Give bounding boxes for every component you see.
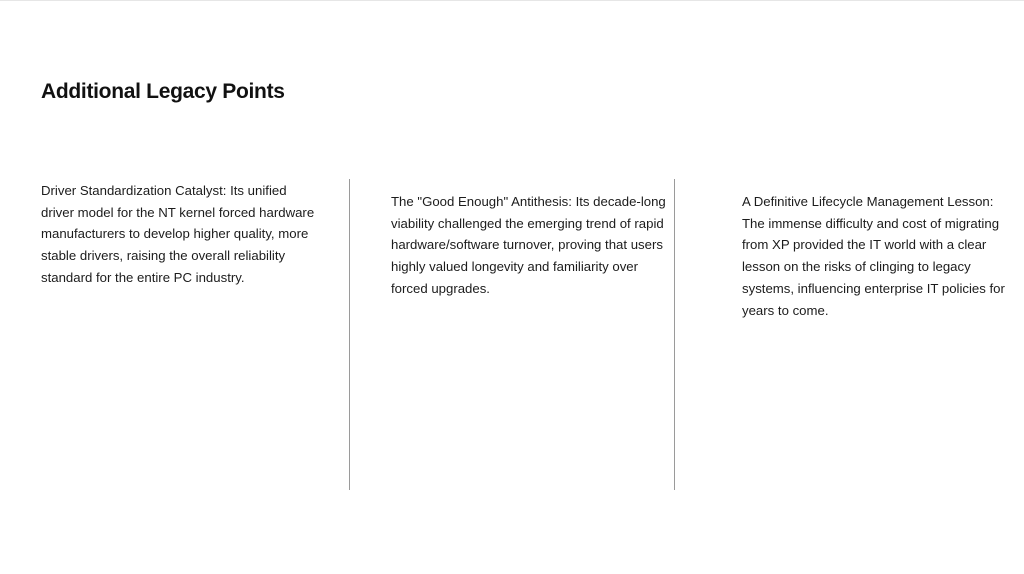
column-divider <box>349 179 350 490</box>
slide-top-border <box>0 0 1024 1</box>
column-driver-standardization: Driver Standardization Catalyst: Its unified driver model for the NT kernel forced hardware manufacturers to develop higher quality, more stable drivers, raising the overall reliability standard for the entire PC industry. <box>41 183 315 285</box>
column-divider <box>674 179 675 490</box>
slide-title: Additional Legacy Points <box>41 80 285 103</box>
column-lifecycle-lesson: A Definitive Lifecycle Management Lesson: The immense difficulty and cost of migrating from XP provided the IT world with a clear lesson on the risks of clinging to legacy systems, influencing enterprise IT policies for years to come. <box>742 194 1005 318</box>
column-good-enough-antithesis: The "Good Enough" Antithesis: Its decade-long viability challenged the emerging trend of rapid hardware/software turnover, proving that users highly valued longevity and familiarity over forced upgrades. <box>391 194 666 296</box>
